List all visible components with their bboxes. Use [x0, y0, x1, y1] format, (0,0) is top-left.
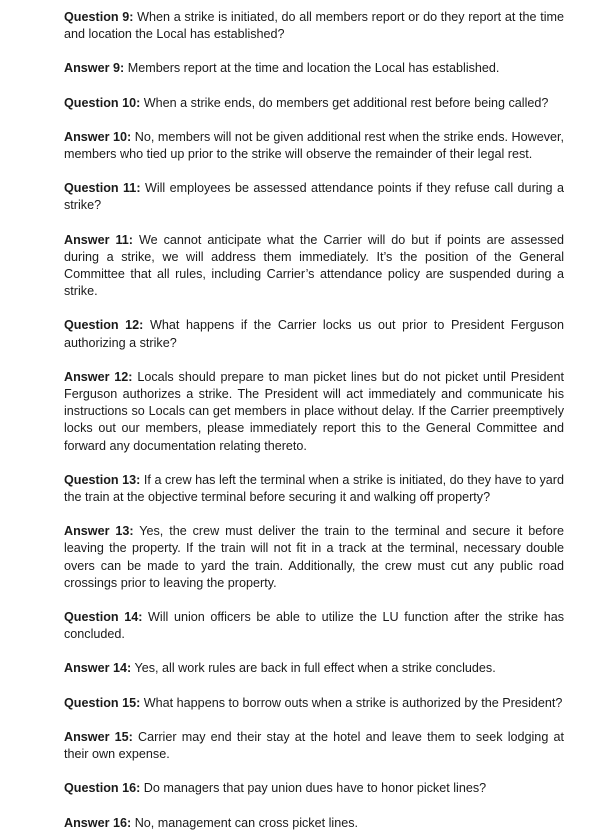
question-16 [64, 780, 564, 797]
answer-13 [64, 523, 564, 592]
question-14 [64, 609, 564, 643]
answer-text: Members report at the time and location the Local has established. [127, 61, 500, 76]
question-label: Question 14: [64, 610, 143, 625]
answer-12 [64, 369, 564, 455]
answer-label: Answer 13: [64, 524, 134, 539]
question-10 [64, 95, 564, 112]
answer-11 [64, 232, 564, 301]
question-label: Question 11: [64, 181, 141, 196]
answer-label: Answer 15: [64, 729, 133, 744]
question-label: Question 9: [64, 10, 134, 24]
question-text: Will union officers be able to utilize the LU function after the strike has concluded. [64, 610, 565, 642]
answer-label: Answer 9: [64, 61, 125, 76]
answer-label: Answer 10: [64, 129, 132, 144]
question-label: Question 13: [64, 472, 141, 487]
answer-label: Answer 12: [64, 369, 133, 384]
question-text: When a strike ends, do members get additional rest before being called? [143, 95, 549, 110]
answer-label: Answer 11: [64, 232, 133, 247]
question-text: If a crew has left the terminal when a strike is initiated, do they have to yard the train at the objective terminal before securing it and walking off property? [64, 472, 564, 505]
answer-text: Carrier may end their stay at the hotel and leave them to seek lodging at their own expense. [64, 729, 564, 762]
question-text: Do managers that pay union dues have to honor picket lines? [143, 781, 487, 796]
answer-label: Answer 16: [64, 815, 132, 830]
answer-16 [64, 815, 564, 832]
answer-text: No, members will not be given additional rest when the strike ends. However, members who tied up prior to the strike will observe the remainder of their legal rest. [64, 129, 564, 162]
answer-text: Yes, all work rules are back in full effect when a strike concludes. [134, 661, 496, 676]
question-label: Question 10: [64, 95, 141, 110]
question-label: Question 12: [64, 318, 144, 333]
question-9 [64, 9, 564, 43]
answer-text: Locals should prepare to man picket lines but do not picket until President Ferguson authorizes a strike. The President will act immediately and communicate his instructions so Locals can get members in place without delay. If the Carrier preemptively locks out our members, please immediately report this to the General Committee and forward any documentation relating thereto. [64, 369, 564, 453]
answer-10 [64, 129, 564, 163]
answer-15 [64, 729, 564, 763]
question-label: Question 16: [64, 781, 141, 796]
question-text: What happens to borrow outs when a strike is authorized by the President? [143, 695, 563, 710]
question-text: Will employees be assessed attendance points if they refuse call during a strike? [64, 181, 564, 213]
answer-text: No, management can cross picket lines. [134, 815, 358, 830]
question-text: When a strike is initiated, do all members report or do they report at the time and location the Local has established? [64, 10, 564, 42]
answer-9 [64, 60, 564, 77]
document-page [64, 9, 564, 832]
question-11 [64, 180, 564, 214]
answer-14 [64, 660, 564, 677]
question-15 [64, 695, 564, 712]
answer-label: Answer 14: [64, 661, 132, 676]
question-12 [64, 317, 564, 351]
answer-text: We cannot anticipate what the Carrier will do but if points are assessed during a strike, we will address them immediately. It’s the position of the General Committee that all rules, including Carrier’s attendance policy are suspended during a strike. [64, 232, 565, 299]
answer-text: Yes, the crew must deliver the train to the terminal and secure it before leaving the property. If the train will not fit in a track at the terminal, necessary double overs can be made to yard the train. Additionally, the crew must cut any public road crossings prior to leaving the property. [64, 524, 564, 590]
question-text: What happens if the Carrier locks us out prior to President Ferguson authorizing a strike? [64, 318, 565, 350]
question-label: Question 15: [64, 695, 141, 710]
question-13 [64, 472, 564, 506]
